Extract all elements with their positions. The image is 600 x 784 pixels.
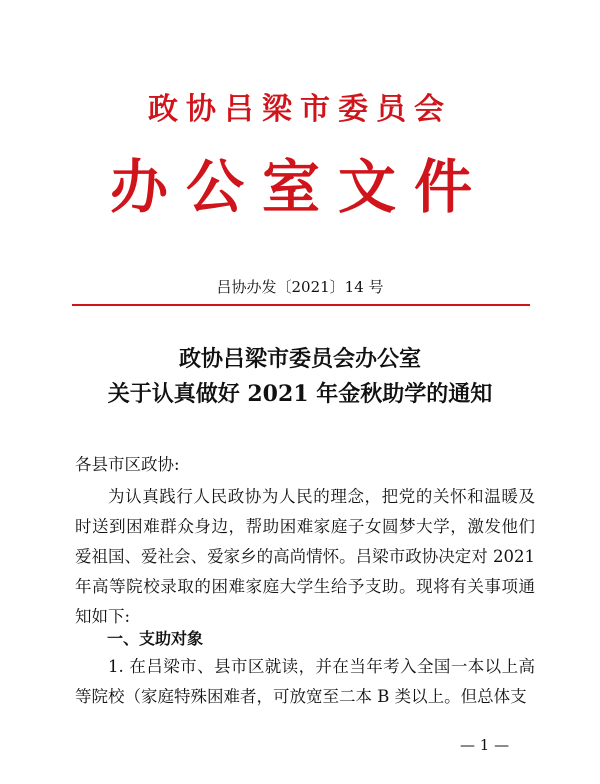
support-target-item-1: 1. 在吕梁市、县市区就读，并在当年考入全国一本以上高等院校（家庭特殊困难者，可放宽至二本 B 类以上。但总体支 (75, 657, 535, 706)
red-header-rule (72, 304, 530, 306)
page-number: — 1 — (460, 736, 510, 754)
section-heading-support-targets: 一、支助对象 (107, 629, 204, 648)
notice-title-line-2: 关于认真做好 2021 年金秋助学的通知 (107, 381, 493, 407)
document-type-title: 办公室文件 (109, 153, 490, 221)
intro-paragraph (75, 482, 535, 632)
issuing-organization: 政协吕梁市委员会 (148, 92, 452, 127)
notice-title-line-1: 政协吕梁市委员会办公室 (178, 346, 421, 372)
intro-paragraph-text: 为认真践行人民政协为人民的理念，把党的关怀和温暖及时送到困难群众身边，帮助困难家庭子女圆梦大学，激发他们爱祖国、爱社会、爱家乡的高尚情怀。吕梁市政协决定对 2021 年高等院校录取的困难家庭大学生给予支助。现将有关事项通知如下: (75, 487, 535, 626)
salutation: 各县市区政协: (75, 455, 180, 474)
document-number: 吕协办发〔2021〕14 号 (216, 278, 384, 296)
